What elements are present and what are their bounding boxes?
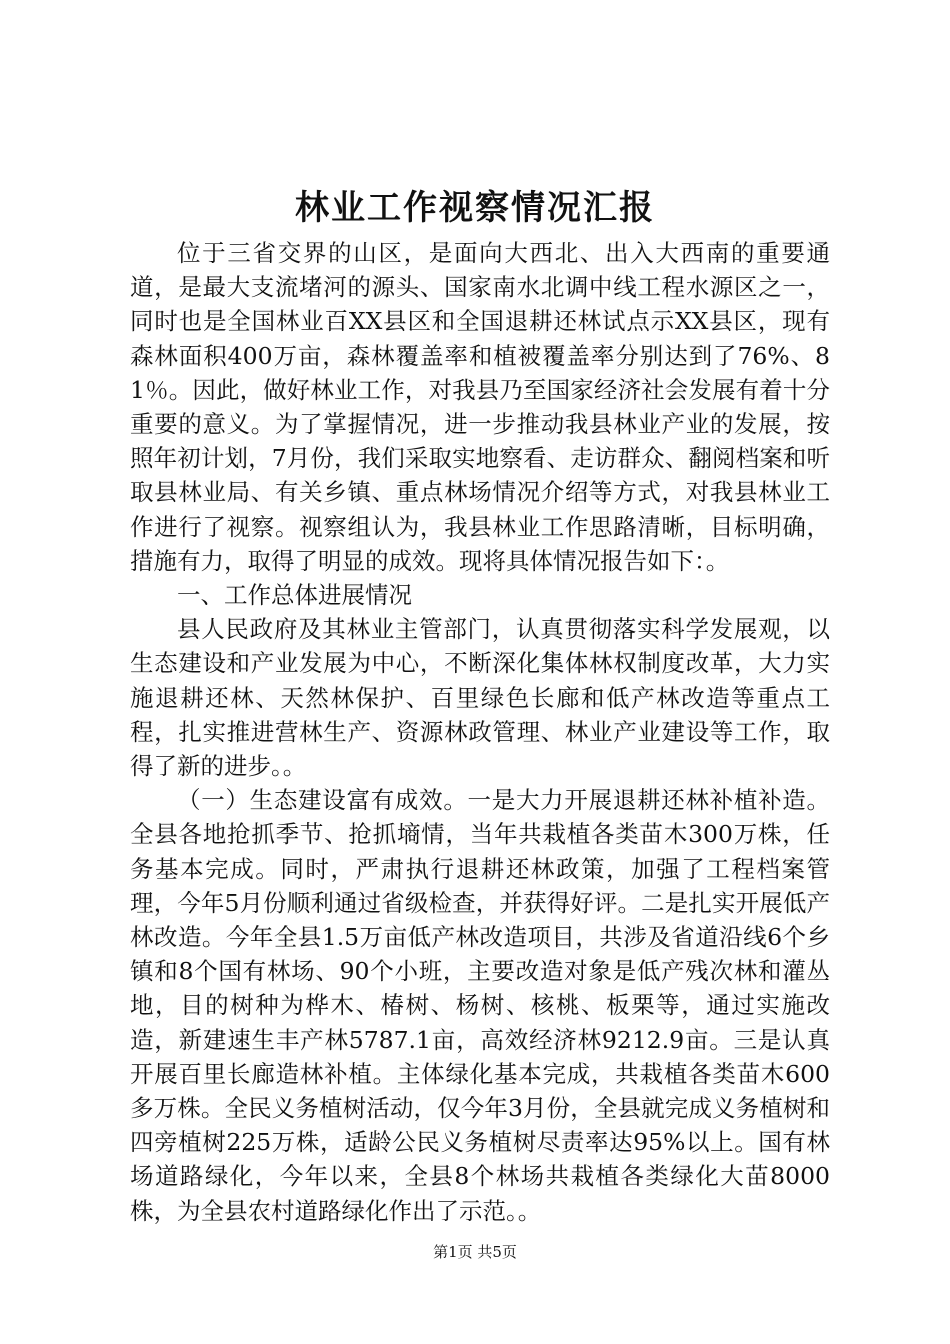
document-body [130, 236, 830, 1228]
paragraph-ecology: （一）生态建设富有成效。一是大力开展退耕还林补植补造。全县各地抢抓季节、抢抓墒情，当年共栽植各类苗木300万株，任务基本完成。同时，严肃执行退耕还林政策，加强了工程档案管理，今年5月份顺利通过省级检查，并获得好评。二是扎实开展低产林改造。今年全县1.5万亩低产林改造项目，共涉及省道沿线6个乡镇和8个国有林场、90个小班，主要改造对象是低产残次林和灌丛地，目的树种为桦木、椿树、杨树、核桃、板栗等，通过实施改造，新建速生丰产林5787.1亩，高效经济林9212.9亩。三是认真开展百里长廊造林补植。主体绿化基本完成，共栽植各类苗木600多万株。全民义务植树活动，仅今年3月份，全县就完成义务植树和四旁植树225万株，适龄公民义务植树尽责率达95%以上。国有林场道路绿化，今年以来，全县8个林场共栽植各类绿化大苗8000株，为全县农村道路绿化作出了示范。。 [130, 786, 830, 1225]
document-title: 林业工作视察情况汇报 [295, 188, 655, 228]
paragraph-intro: 位于三省交界的山区，是面向大西北、出入大西南的重要通道，是最大支流堵河的源头、国家南水北调中线工程水源区之一，同时也是全国林业百XX县区和全国退耕还林试点示XX县区，现有森林面积400万亩，森林覆盖率和植被覆盖率分别达到了76%、81％。因此，做好林业工作，对我县乃至国家经济社会发展有着十分重要的意义。为了掌握情况，进一步推动我县林业产业的发展，按照年初计划，7月份，我们采取实地察看、走访群众、翻阅档案和听取县林业局、有关乡镇、重点林场情况介绍等方式，对我县林业工作进行了视察。视察组认为，我县林业工作思路清晰，目标明确，措施有力，取得了明显的成效。现将具体情况报告如下：。 [130, 239, 830, 575]
section-heading: 一、工作总体进展情况 [177, 581, 412, 610]
page-footer: 第1页 共5页 [433, 1243, 517, 1261]
paragraph-overview: 县人民政府及其林业主管部门，认真贯彻落实科学发展观，以生态建设和产业发展为中心，不断深化集体林权制度改革，大力实施退耕还林、天然林保护、百里绿色长廊和低产林改造等重点工程，扎实推进营林生产、资源林政管理、林业产业建设等工作，取得了新的进步。。 [130, 615, 830, 781]
